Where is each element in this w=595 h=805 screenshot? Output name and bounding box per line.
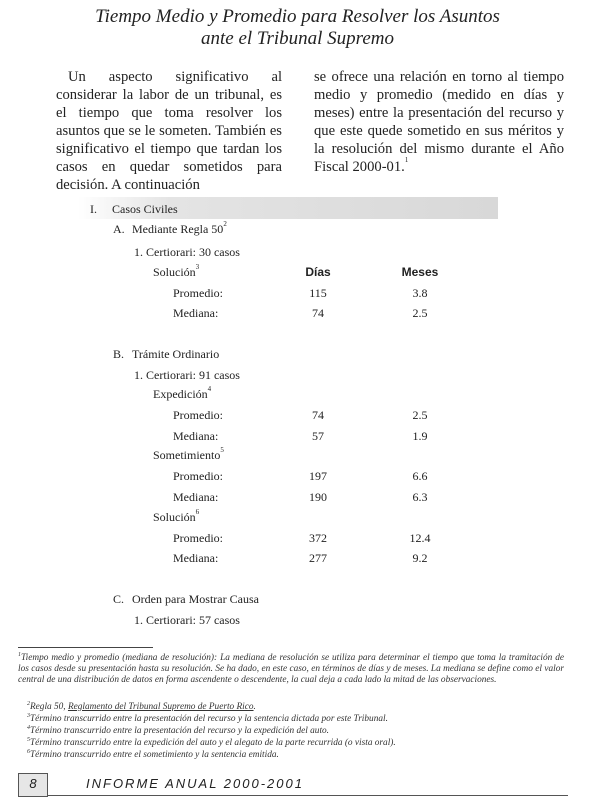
a-solucion-label: [153, 265, 199, 279]
footnote-ref-6: 6: [195, 508, 200, 516]
footnote-1-text: Tiempo medio y promedio (mediana de resolución): La mediana de resolución se utiliza para determinar el tiempo que toma la tramitación de los casos desde su presentación hasta su resolución. Se ha dado, en este caso, en términos de días y de meses. La mediana se define como el valor central de una distribución de datos en forma ascendente o descendente, la cual deja a cada lado la mitad de las observaciones.: [18, 653, 564, 686]
footnote-3-text: Término transcurrido entre la presentación del recurso y la sentencia dictada por este Tribunal.: [30, 714, 388, 724]
b-expedicion-promedio-dias: 74: [312, 408, 324, 422]
page-title-line-1: Tiempo Medio y Promedio para Resolver los Asuntos: [95, 6, 500, 27]
subsection-c-title: Orden para Mostrar Causa: [132, 592, 259, 606]
b-expedicion-mediana-dias: 57: [312, 429, 324, 443]
subsection-a-title-text: Mediante Regla 50: [132, 222, 224, 236]
intro-paragraph-right: [314, 68, 564, 176]
footnote-2-prefix: Regla 50,: [30, 702, 68, 712]
intro-text-right-body: se ofrece una relación en torno al tiempo medio y promedio (medido en días y meses) entre la presentación del recurso y que este quede sometido en sus méritos y la resolución del mismo durante el Año Fiscal 2000-01.: [314, 69, 564, 175]
footnote-6: [18, 750, 564, 761]
footnote-5-text: Término transcurrido entre la expedición del auto y el alegato de la parte recurrida (o vista oral).: [30, 738, 396, 748]
subsection-b-letter: B.: [113, 347, 125, 361]
footnote-ref-5: 5: [220, 446, 224, 454]
b-solucion-mediana-label: Mediana:: [173, 551, 219, 565]
footnote-divider: [18, 647, 153, 648]
footnote-ref-4: 4: [207, 385, 212, 393]
column-header-dias: Días: [305, 265, 331, 279]
footnote-2: [18, 702, 564, 713]
b-sometimiento-mediana-meses: 6.3: [412, 490, 428, 504]
a-solucion-mediana-label: Mediana:: [173, 306, 219, 320]
b-solucion-promedio-meses: 12.4: [409, 531, 431, 545]
subsection-a-title: [132, 222, 227, 236]
footnote-2-suffix: .: [253, 702, 256, 712]
intro-text-left: Un aspecto significativo al considerar la labor de un tribunal, es el tiempo que toma resolver los asuntos que se le someten. También es significativo el tiempo que tardan los casos en quedar sometidos para decisión. A continuación: [56, 69, 282, 193]
page-title-line-2: ante el Tribunal Supremo: [201, 28, 394, 49]
b-sometimiento-mediana-label: Mediana:: [173, 490, 219, 504]
a-solucion-promedio-label: Promedio:: [173, 286, 223, 300]
subsection-a-letter: A.: [113, 222, 125, 236]
footnote-5: [18, 738, 564, 749]
b-sometimiento-label: [153, 448, 224, 462]
b-sometimiento-promedio-label: Promedio:: [173, 469, 223, 483]
b-solucion-promedio-dias: 372: [309, 531, 327, 545]
column-header-meses: Meses: [401, 265, 439, 279]
a-solucion-promedio-meses: 3.8: [412, 286, 428, 300]
footnote-5-marker: 5: [27, 737, 30, 743]
a-solucion-promedio-dias: 115: [309, 286, 327, 300]
footnote-ref-2: 2: [223, 220, 227, 228]
b-sometimiento-mediana-dias: 190: [309, 490, 327, 504]
footnote-4-text: Término transcurrido entre la presentación del recurso y la expedición del auto.: [30, 726, 329, 736]
b-expedicion-mediana-meses: 1.9: [412, 429, 428, 443]
b-solucion-mediana-meses: 9.2: [412, 551, 428, 565]
b-expedicion-mediana-label: Mediana:: [173, 429, 219, 443]
footnote-ref-1: 1: [404, 156, 409, 164]
subsection-b-title: Trámite Ordinario: [132, 347, 220, 361]
footnote-ref-3: 3: [195, 263, 200, 271]
footnote-6-text: Término transcurrido entre el sometimiento y la sentencia emitida.: [30, 750, 279, 760]
b-expedicion-label: [153, 387, 211, 401]
footnote-3: [18, 714, 564, 725]
b-solucion-label: [153, 510, 199, 524]
subsection-c-item: 1. Certiorari: 57 casos: [134, 613, 240, 627]
a-solucion-mediana-meses: 2.5: [412, 306, 428, 320]
subsection-c-letter: C.: [113, 592, 125, 606]
footnote-4-marker: 4: [27, 725, 30, 731]
section-numeral: I.: [90, 202, 97, 216]
footnote-4: [18, 726, 564, 737]
b-expedicion-promedio-label: Promedio:: [173, 408, 223, 422]
b-solucion-label-text: Solución: [153, 510, 196, 524]
footer-report-title: INFORME ANUAL 2000-2001: [86, 776, 304, 791]
b-sometimiento-promedio-meses: 6.6: [412, 469, 428, 483]
footnote-1-marker: 1: [18, 652, 21, 658]
subsection-b-item: 1. Certiorari: 91 casos: [134, 368, 240, 382]
a-solucion-mediana-dias: 74: [312, 306, 324, 320]
footnote-1: [18, 653, 564, 687]
footnote-2-marker: 2: [27, 701, 30, 707]
a-solucion-label-text: Solución: [153, 265, 196, 279]
page-number: 8: [29, 776, 37, 791]
intro-text-right: [314, 68, 564, 176]
section-title: Casos Civiles: [112, 202, 178, 216]
b-expedicion-promedio-meses: 2.5: [412, 408, 428, 422]
b-sometimiento-promedio-dias: 197: [309, 469, 327, 483]
b-sometimiento-label-text: Sometimiento: [153, 448, 221, 462]
b-solucion-promedio-label: Promedio:: [173, 531, 223, 545]
subsection-a-item: 1. Certiorari: 30 casos: [134, 245, 240, 259]
b-solucion-mediana-dias: 277: [309, 551, 327, 565]
footnote-6-marker: 6: [27, 749, 30, 755]
footer-divider: [48, 795, 568, 796]
footnote-3-marker: 3: [27, 713, 30, 719]
intro-paragraph-left: [56, 68, 282, 194]
footnote-2-link: Reglamento del Tribunal Supremo de Puerto Rico: [67, 702, 254, 712]
b-expedicion-label-text: Expedición: [153, 387, 208, 401]
